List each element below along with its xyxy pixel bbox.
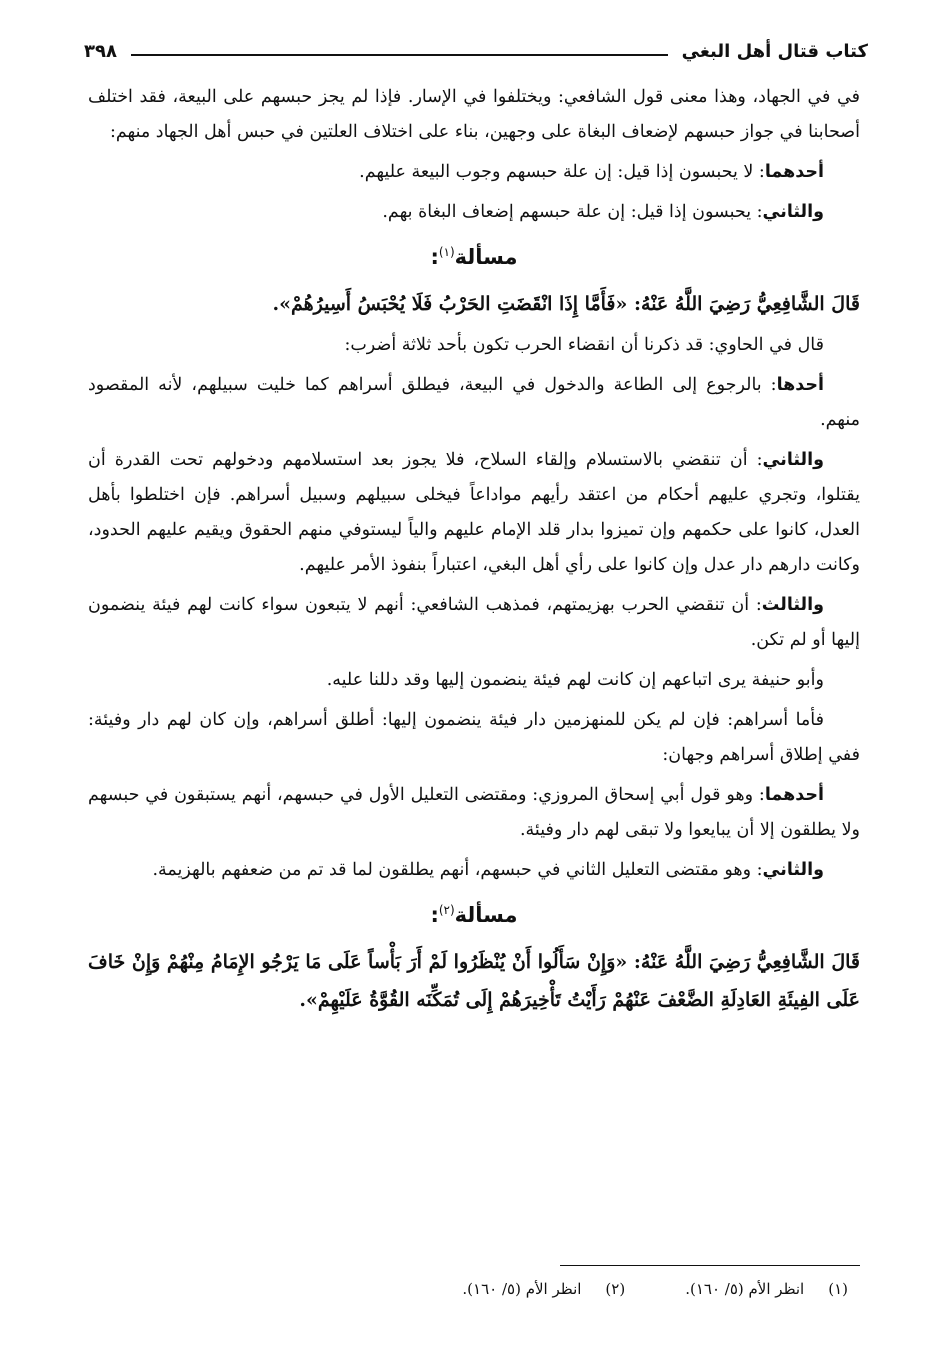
paragraph-lead: والثاني bbox=[762, 860, 824, 880]
paragraph-text: : وهو مقتضى التعليل الثاني في حبسهم، أنهم يطلقون لما قد تم من ضعفهم بالهزيمة. bbox=[152, 860, 763, 880]
running-header bbox=[84, 36, 868, 66]
paragraph-lead: أحدهما bbox=[764, 785, 824, 805]
section-heading bbox=[88, 893, 860, 933]
paragraph: قال في الحاوي: قد ذكرنا أن انقضاء الحرب تكون بأحد ثلاثة أضرب: bbox=[344, 335, 824, 355]
paragraph-lead: أحدها bbox=[776, 375, 824, 395]
paragraph bbox=[88, 778, 860, 848]
paragraph-text: : أن تنقضي الحرب بهزيمتهم، فمذهب الشافعي: أنهم لا يتبعون سواء كانت لهم فيئة ينضمون إليها أو لم تكن. bbox=[88, 595, 860, 650]
page-number: ٣٩٨ bbox=[84, 40, 117, 62]
footnote-ref[interactable]: (١) bbox=[438, 245, 455, 259]
paragraph-lead: والثاني bbox=[762, 202, 824, 222]
footnote-number: (١) bbox=[828, 1280, 848, 1298]
quoted-text: قَالَ الشَّافِعِيُّ رَضِيَ اللَّهُ عَنْهُ: «فَأَمَّا إِذَا انْقَضَتِ الحَرْبُ فَلَا يُحْبَسُ أَسِيرُهُمْ». bbox=[272, 293, 860, 315]
footnote bbox=[685, 1280, 848, 1298]
heading-colon: : bbox=[430, 903, 439, 927]
paragraph bbox=[88, 588, 860, 658]
paragraph: وأبو حنيفة يرى اتباعهم إن كانت لهم فيئة ينضمون إليها وقد دللنا عليه. bbox=[326, 670, 824, 690]
footnote bbox=[462, 1280, 625, 1298]
paragraph bbox=[88, 368, 860, 438]
heading-colon: : bbox=[430, 245, 439, 269]
header-rule bbox=[131, 54, 668, 56]
heading-text: مسألة bbox=[454, 245, 518, 269]
paragraph-lead: والثالث bbox=[761, 595, 824, 615]
running-title: كتاب قتال أهل البغي bbox=[681, 40, 868, 62]
footnote-divider bbox=[560, 1265, 860, 1266]
paragraph-text: : أن تنقضي بالاستسلام وإلقاء السلاح، فلا يجوز بعد استسلامهم ودخولهم تحت القدرة أن يقتلوا، وتجري عليهم أحكام من اعتقد رأيهم مواداعاً فيخلى سبيلهم وسبيل أسراهم. فإن اختلطوا بأهل العدل، كانوا على حكمهم وإن تميزوا بدار قلد الإمام عليهم والياً ليستوفي منهم الحقوق ويقيم عليهم الحدود، وكانت دارهم دار عدل وإن كانوا على رأي أهل البغي، اعتباراً بنفوذ الأمر عليهم. bbox=[88, 450, 860, 575]
footnote-text: انظر الأم (٥/ ١٦٠). bbox=[462, 1280, 582, 1298]
paragraph bbox=[88, 853, 860, 888]
paragraph-text: : يحبسون إذا قيل: إن علة حبسهم إضعاف البغاة بهم. bbox=[382, 202, 763, 222]
paragraph bbox=[88, 195, 860, 230]
quoted-text: قَالَ الشَّافِعِيُّ رَضِيَ اللَّهُ عَنْهُ: «وَإِنْ سَأَلُوا أَنْ يُنْظَرُوا لَمْ أَرَ بَأْساً عَلَى مَا يَرْجُو الإِمَامُ مِنْهُمْ وَإِنْ خَافَ عَلَى الفِيئَةِ العَادِلَةِ الضَّعْفَ عَنْهُمْ رَأَيْتُ تَأْخِيرَهُمْ إِلَى تُمَكِّنَه القُوَّةُ عَلَيْهِمْ». bbox=[88, 951, 860, 1011]
footnote-ref[interactable]: (٢) bbox=[438, 903, 455, 917]
paragraph bbox=[88, 155, 860, 190]
main-text bbox=[88, 80, 860, 1024]
paragraph-text: : لا يحبسون إذا قيل: إن علة حبسهم وجوب البيعة عليهم. bbox=[359, 162, 765, 182]
footnotes bbox=[462, 1280, 848, 1298]
paragraph: في في الجهاد، وهذا معنى قول الشافعي: ويختلفوا في الإسار. فإذا لم يجز حبسهم على البيعة، فقد اختلف أصحابنا في جواز حبسهم لإضعاف البغاة على وجهين، بناء على اختلاف العلتين في حبس أهل الجهاد منهم: bbox=[88, 87, 860, 142]
section-heading bbox=[88, 235, 860, 275]
heading-text: مسألة bbox=[454, 903, 518, 927]
footnote-text: انظر الأم (٥/ ١٦٠). bbox=[685, 1280, 805, 1298]
paragraph-lead: أحدهما bbox=[764, 162, 824, 182]
paragraph-text: : وهو قول أبي إسحاق المروزي: ومقتضى التعليل الأول في حبسهم، أنهم يستبقون في حبسهم ولا يطلقون إلا أن يبايعوا ولا تبقى لهم دار وفيئة. bbox=[88, 785, 860, 840]
paragraph-text: : بالرجوع إلى الطاعة والدخول في البيعة، فيطلق أسراهم كما خليت سبيلهم، لأنه المقصود منهم. bbox=[88, 375, 860, 430]
paragraph: فأما أسراهم: فإن لم يكن للمنهزمين دار فيئة ينضمون إليها: أطلق أسراهم، وإن كان لهم دار وفيئة: ففي إطلاق أسراهم وجهان: bbox=[88, 710, 860, 765]
paragraph bbox=[88, 443, 860, 583]
paragraph-lead: والثاني bbox=[762, 450, 824, 470]
footnote-number: (٢) bbox=[605, 1280, 626, 1298]
